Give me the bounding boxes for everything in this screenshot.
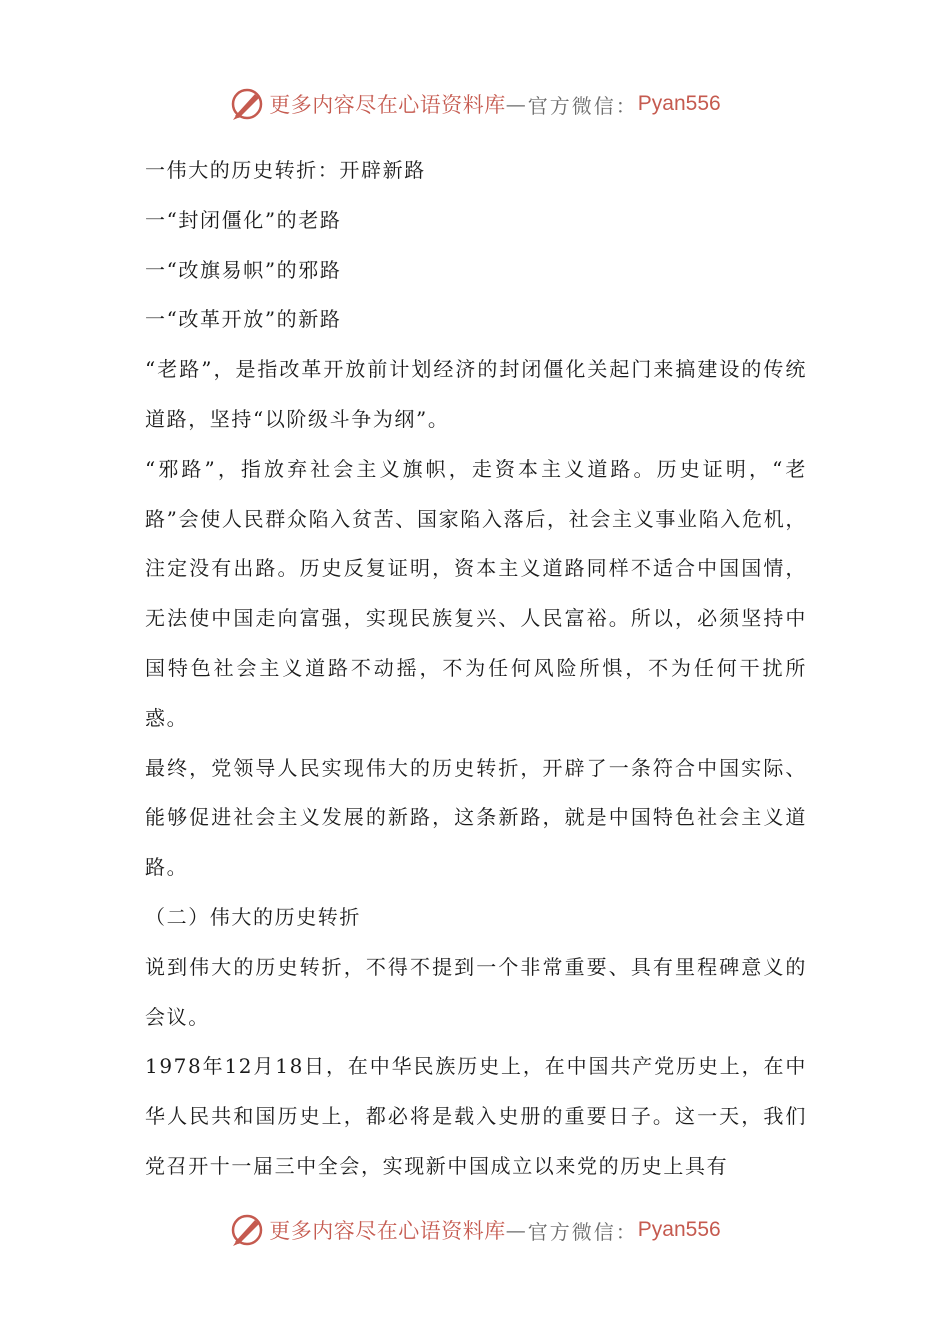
banner-wechat-id: Pyan556 xyxy=(637,1218,721,1241)
banner-brand: 更多内容尽在心语资料库 xyxy=(269,93,506,117)
banner-label: 官方微信： xyxy=(527,1219,638,1244)
banner-dash: — xyxy=(505,92,528,116)
paragraph-evil-road: “邪路”，指放弃社会主义旗帜，走资本主义道路。历史证明，“老路”会使人民群众陷入贫苦、国家陷入落后，社会主义事业陷入危机，注定没有出路。历史反复证明，资本主义道路同样不适合中国国情，无法使中国走向富强，实现民族复兴、人民富裕。所以，必须坚持中国特色社会主义道路不动摇，不为任何风险所惧，不为任何干扰所惑。 xyxy=(145,456,807,730)
footer-banner xyxy=(0,1208,950,1252)
banner-label: 官方微信： xyxy=(527,93,638,118)
banner-brand: 更多内容尽在心语资料库 xyxy=(269,1219,506,1243)
paragraph-new-road: 最终，党领导人民实现伟大的历史转折，开辟了一条符合中国实际、能够促进社会主义发展的新路，这条新路，就是中国特色社会主义道路。 xyxy=(145,755,807,880)
header-banner xyxy=(0,82,950,126)
banner-dash: — xyxy=(505,1218,528,1242)
outline-line: 一“封闭僵化”的老路 xyxy=(145,207,342,232)
pen-logo-icon xyxy=(229,1212,265,1248)
banner-wechat-id: Pyan556 xyxy=(637,92,721,115)
document-body xyxy=(145,146,807,1192)
paragraph-1978: 1978年12月18日，在中华民族历史上，在中国共产党历史上，在中华人民共和国历史上，都必将是载入史册的重要日子。这一天，我们党召开十一届三中全会，实现新中国成立以来党的历史上具有 xyxy=(145,1054,807,1178)
outline-line: 一“改革开放”的新路 xyxy=(145,307,342,332)
paragraph-old-road: “老路”，是指改革开放前计划经济的封闭僵化关起门来搞建设的传统道路，坚持“以阶级斗争为纲”。 xyxy=(145,357,807,431)
paragraph-meeting: 说到伟大的历史转折，不得不提到一个非常重要、具有里程碑意义的会议。 xyxy=(145,954,807,1029)
outline-line: 一伟大的历史转折：开辟新路 xyxy=(145,158,426,182)
outline-line: 一“改旗易帜”的邪路 xyxy=(145,257,342,282)
section-heading: （二）伟大的历史转折 xyxy=(145,904,361,929)
pen-logo-icon xyxy=(229,86,265,122)
